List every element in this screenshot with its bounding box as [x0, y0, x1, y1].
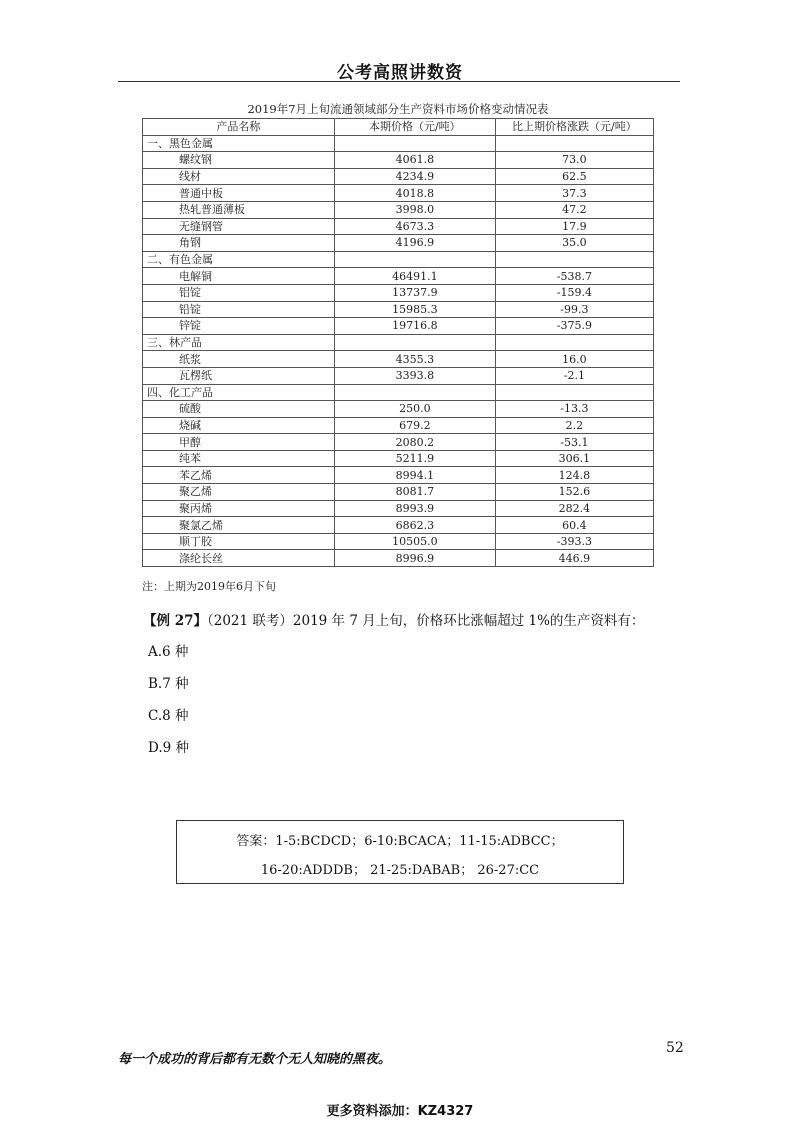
product-price: 6862.3 — [334, 517, 495, 534]
product-name: 热轧普通薄板 — [143, 201, 335, 218]
category-change-cell — [495, 334, 653, 351]
table-body — [143, 135, 654, 566]
product-price: 8081.7 — [334, 484, 495, 501]
answer-line-1: 答案：1-5:BCDCD；6-10:BCACA；11-15:ADBCC； — [236, 834, 564, 849]
table-header-row — [143, 119, 654, 136]
product-price: 4673.3 — [334, 218, 495, 235]
table-category-row — [143, 251, 654, 268]
option-d: D.9 种 — [148, 740, 190, 756]
product-price-change: 73.0 — [495, 152, 653, 169]
product-price-change: -159.4 — [495, 284, 653, 301]
question-text: （2021 联考）2019 年 7 月上旬，价格环比涨幅超过 1%的生产资料有： — [207, 613, 645, 629]
table-row — [143, 318, 654, 335]
product-price: 15985.3 — [334, 301, 495, 318]
answer-line-2: 16-20:ADDDB； 21-25:DABAB； 26-27:CC — [260, 863, 540, 878]
table-row — [143, 268, 654, 285]
table-row — [143, 284, 654, 301]
product-price-change: 16.0 — [495, 351, 653, 368]
price-table — [142, 118, 654, 567]
category-price-cell — [334, 135, 495, 152]
table-row — [143, 152, 654, 169]
category-change-cell — [495, 251, 653, 268]
product-price: 8996.9 — [334, 550, 495, 567]
category-change-cell — [495, 135, 653, 152]
footer-contact-note: 更多资料添加：KZ4327 — [326, 1104, 474, 1119]
product-name: 聚乙烯 — [143, 484, 335, 501]
product-price: 4196.9 — [334, 235, 495, 252]
option-b: B.7 种 — [148, 676, 189, 692]
product-price: 250.0 — [334, 401, 495, 418]
product-price-change: 17.9 — [495, 218, 653, 235]
product-price-change: 60.4 — [495, 517, 653, 534]
table-category-row — [143, 135, 654, 152]
category-price-cell — [334, 334, 495, 351]
product-price-change: -13.3 — [495, 401, 653, 418]
product-price: 8994.1 — [334, 467, 495, 484]
product-name: 烧碱 — [143, 417, 335, 434]
product-name: 锌锭 — [143, 318, 335, 335]
table-row — [143, 235, 654, 252]
product-name: 角钢 — [143, 235, 335, 252]
product-name: 纯苯 — [143, 450, 335, 467]
product-price: 4061.8 — [334, 152, 495, 169]
product-price-change: -2.1 — [495, 367, 653, 384]
question-tag: 【例 27】 — [143, 613, 207, 629]
product-price-change: 446.9 — [495, 550, 653, 567]
column-header-price: 本期价格（元/吨） — [334, 119, 495, 136]
product-price-change: 306.1 — [495, 450, 653, 467]
product-name: 普通中板 — [143, 185, 335, 202]
product-name: 苯乙烯 — [143, 467, 335, 484]
product-name: 电解铜 — [143, 268, 335, 285]
product-price: 13737.9 — [334, 284, 495, 301]
answer-key-box — [176, 820, 624, 884]
table-row — [143, 168, 654, 185]
product-name: 无缝钢管 — [143, 218, 335, 235]
category-price-cell — [334, 251, 495, 268]
category-price-cell — [334, 384, 495, 401]
page-header-title: 公考高照讲数资 — [337, 63, 463, 83]
table-row — [143, 218, 654, 235]
product-price-change: 35.0 — [495, 235, 653, 252]
product-name: 聚氯乙烯 — [143, 517, 335, 534]
table-category-row — [143, 334, 654, 351]
option-c: C.8 种 — [148, 708, 189, 724]
product-price: 8993.9 — [334, 500, 495, 517]
product-name: 聚丙烯 — [143, 500, 335, 517]
product-name: 甲醇 — [143, 434, 335, 451]
product-price-change: 282.4 — [495, 500, 653, 517]
table-row — [143, 450, 654, 467]
product-price: 5211.9 — [334, 450, 495, 467]
product-name: 铅锭 — [143, 301, 335, 318]
table-category-row — [143, 384, 654, 401]
product-price: 46491.1 — [334, 268, 495, 285]
option-a: A.6 种 — [148, 644, 189, 660]
product-price: 4355.3 — [334, 351, 495, 368]
footer-motto: 每一个成功的背后都有无数个无人知晓的黑夜。 — [118, 1052, 392, 1067]
product-name: 纸浆 — [143, 351, 335, 368]
product-price-change: -538.7 — [495, 268, 653, 285]
table-row — [143, 401, 654, 418]
table-row — [143, 517, 654, 534]
table-row — [143, 351, 654, 368]
product-name: 螺纹钢 — [143, 152, 335, 169]
product-price-change: 37.3 — [495, 185, 653, 202]
header-divider — [118, 81, 680, 82]
product-price: 3998.0 — [334, 201, 495, 218]
category-name: 三、林产品 — [143, 334, 335, 351]
product-price-change: -99.3 — [495, 301, 653, 318]
table-row — [143, 500, 654, 517]
product-name: 涤纶长丝 — [143, 550, 335, 567]
product-name: 顺丁胶 — [143, 533, 335, 550]
category-change-cell — [495, 384, 653, 401]
table-caption: 2019年7月上旬流通领域部分生产资料市场价格变动情况表 — [247, 102, 549, 116]
table-row — [143, 484, 654, 501]
product-price-change: -375.9 — [495, 318, 653, 335]
product-price: 2080.2 — [334, 434, 495, 451]
product-price: 4018.8 — [334, 185, 495, 202]
product-name: 硫酸 — [143, 401, 335, 418]
table-row — [143, 533, 654, 550]
category-name: 二、有色金属 — [143, 251, 335, 268]
table-row — [143, 417, 654, 434]
table-row — [143, 434, 654, 451]
product-price-change: 2.2 — [495, 417, 653, 434]
product-name: 铝锭 — [143, 284, 335, 301]
product-price: 3393.8 — [334, 367, 495, 384]
table-row — [143, 367, 654, 384]
question-stem — [143, 609, 644, 629]
column-header-product: 产品名称 — [143, 119, 335, 136]
category-name: 四、化工产品 — [143, 384, 335, 401]
product-price-change: 124.8 — [495, 467, 653, 484]
product-name: 瓦楞纸 — [143, 367, 335, 384]
table-row — [143, 301, 654, 318]
product-name: 线材 — [143, 168, 335, 185]
table-row — [143, 467, 654, 484]
product-price: 4234.9 — [334, 168, 495, 185]
product-price: 19716.8 — [334, 318, 495, 335]
product-price-change: 152.6 — [495, 484, 653, 501]
table-note: 注：上期为2019年6月下旬 — [142, 580, 276, 593]
column-header-change: 比上期价格涨跌（元/吨） — [495, 119, 653, 136]
product-price-change: 62.5 — [495, 168, 653, 185]
product-price-change: -393.3 — [495, 533, 653, 550]
page-number: 52 — [666, 1040, 684, 1056]
product-price: 679.2 — [334, 417, 495, 434]
product-price-change: -53.1 — [495, 434, 653, 451]
table-row — [143, 201, 654, 218]
product-price: 10505.0 — [334, 533, 495, 550]
product-price-change: 47.2 — [495, 201, 653, 218]
table-row — [143, 550, 654, 567]
category-name: 一、黑色金属 — [143, 135, 335, 152]
table-row — [143, 185, 654, 202]
